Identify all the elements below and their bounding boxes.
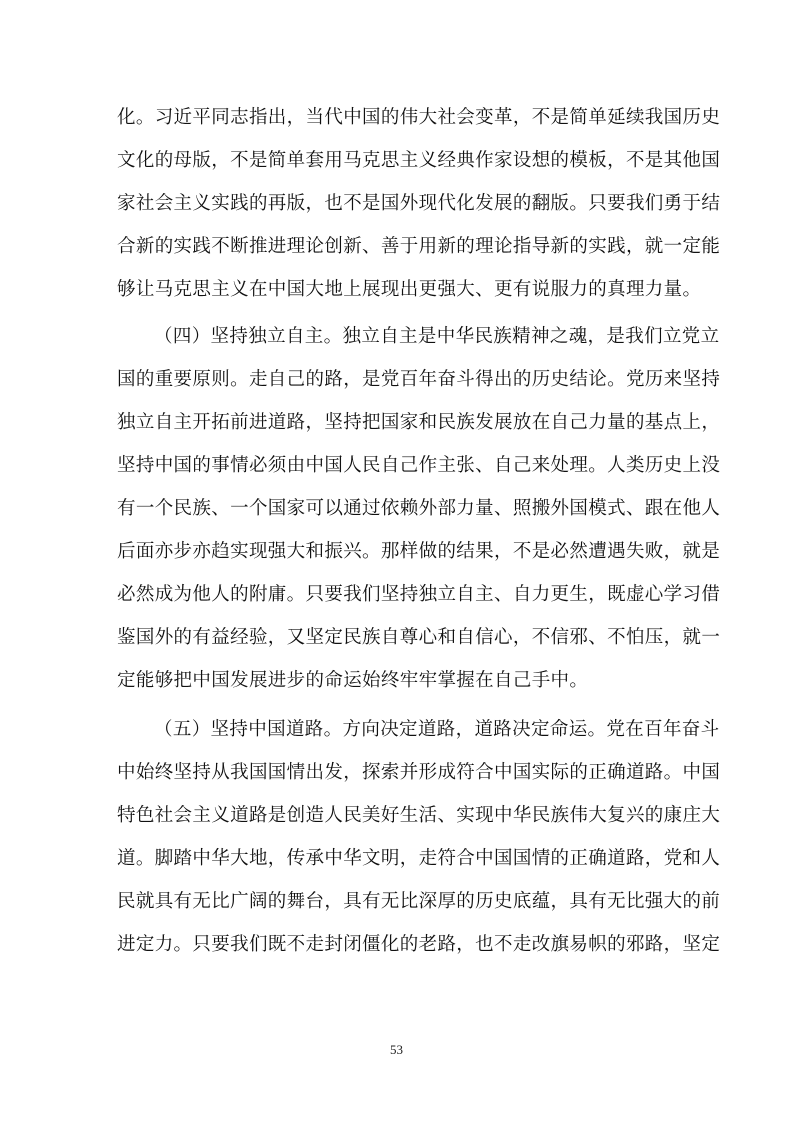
text-line: 鉴国外的有益经验，又坚定民族自尊心和自信心，不信邪、不怕压，就一 <box>117 627 721 648</box>
text-line: 特色社会主义道路是创造人民美好生活、实现中华民族伟大复兴的康庄大 <box>117 805 721 826</box>
text-line: 独立自主开拓前进道路，坚持把国家和民族发展放在自己力量的基点上， <box>117 412 721 433</box>
page-number: 53 <box>390 1042 403 1057</box>
text-line: 道。脚踏中华大地，传承中华文明，走符合中国国情的正确道路，党和人 <box>117 848 721 869</box>
text-line: 合新的实践不断推进理论创新、善于用新的理论指导新的实践，就一定能 <box>117 236 721 257</box>
paragraph-continuation <box>117 96 721 311</box>
text-line: 必然成为他人的附庸。只要我们坚持独立自主、自力更生，既虚心学习借 <box>117 584 721 605</box>
text-line: 够让马克思主义在中国大地上展现出更强大、更有说服力的真理力量。 <box>117 279 702 300</box>
text-line: （四）坚持独立自主。独立自主是中华民族精神之魂，是我们立党立 <box>154 326 720 347</box>
text-line: 有一个民族、一个国家可以通过依赖外部力量、照搬外国模式、跟在他人 <box>117 498 721 519</box>
text-line: 民就具有无比广阔的舞台，具有无比深厚的历史底蕴，具有无比强大的前 <box>117 891 721 912</box>
text-line: （五）坚持中国道路。方向决定道路，道路决定命运。党在百年奋斗 <box>154 719 720 740</box>
paragraph-chinese-path <box>117 708 721 966</box>
text-line: 国的重要原则。走自己的路，是党百年奋斗得出的历史结论。党历来坚持 <box>117 369 721 390</box>
text-line: 定能够把中国发展进步的命运始终牢牢掌握在自己手中。 <box>117 670 589 691</box>
text-line: 后面亦步亦趋实现强大和振兴。那样做的结果，不是必然遭遇失败，就是 <box>117 541 721 562</box>
text-line: 坚持中国的事情必须由中国人民自己作主张、自己来处理。人类历史上没 <box>117 455 721 476</box>
text-line: 中始终坚持从我国国情出发，探索并形成符合中国实际的正确道路。中国 <box>117 762 721 783</box>
text-line: 化。习近平同志指出，当代中国的伟大社会变革，不是简单延续我国历史 <box>117 107 721 128</box>
text-line: 家社会主义实践的再版，也不是国外现代化发展的翻版。只要我们勇于结 <box>117 193 721 214</box>
text-line: 文化的母版，不是简单套用马克思主义经典作家设想的模板，不是其他国 <box>117 150 721 171</box>
paragraph-independence <box>117 315 721 702</box>
text-line: 进定力。只要我们既不走封闭僵化的老路，也不走改旗易帜的邪路，坚定 <box>117 934 721 955</box>
